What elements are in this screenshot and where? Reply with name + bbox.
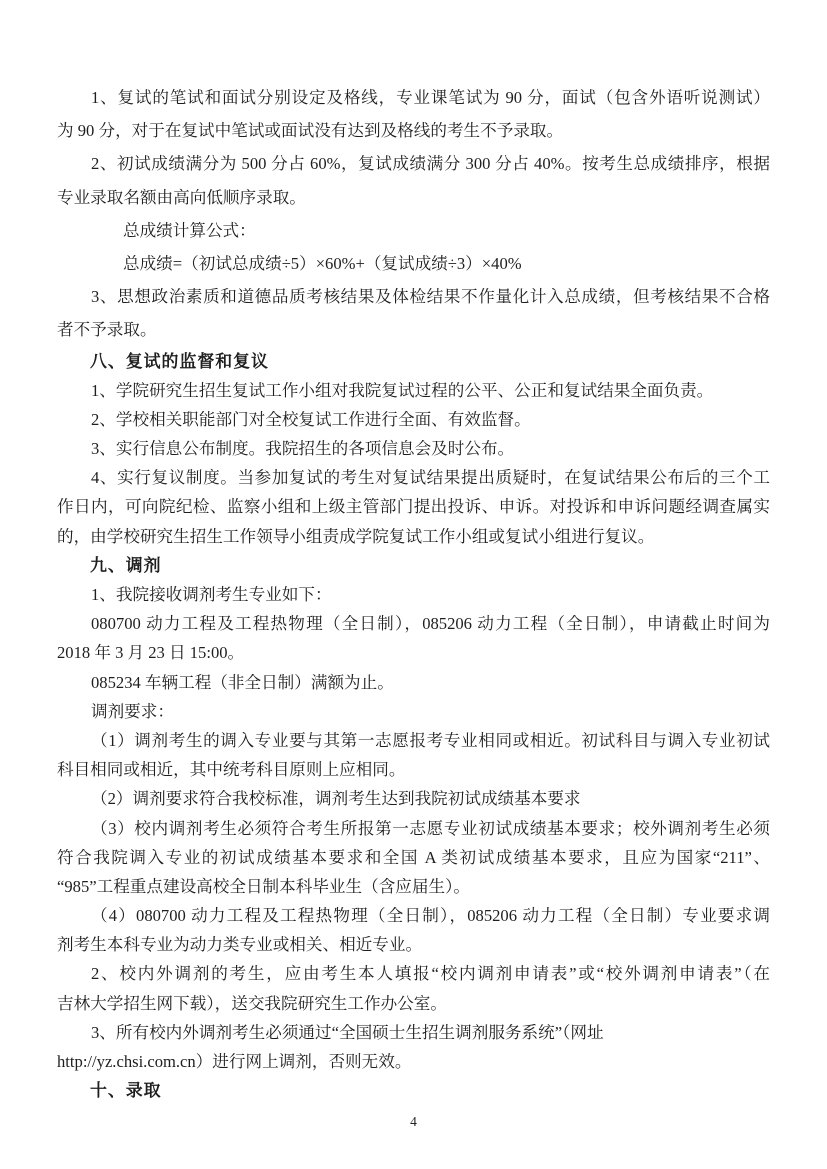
doc-line-05-formula-label: 总成绩计算公式： xyxy=(123,220,256,240)
doc-line-06-total-score-formula: 总成绩=（初试总成绩÷5）×60%+（复试成绩÷3）×40% xyxy=(123,253,522,273)
doc-line-13: 4、实行复议制度。当参加复试的考生对复试结果提出质疑时，在复试结果公布后的三个工 xyxy=(91,468,770,488)
doc-line-28: （4）080700 动力工程及工程热物理（全日制），085206 动力工程（全日制）专业要求调 xyxy=(91,906,770,926)
document-body-lower xyxy=(57,347,770,1106)
doc-line-11: 2、学校相关职能部门对全校复试工作进行全面、有效监督。 xyxy=(91,409,531,429)
doc-line-18: 080700 动力工程及工程热物理（全日制），085206 动力工程（全日制），申请截止时间为 xyxy=(91,614,770,634)
doc-line-32: 3、所有校内外调剂考生必须通过“全国硕士生招生调剂服务系统”（网址 xyxy=(91,1022,604,1042)
page-number: 4 xyxy=(410,1114,417,1129)
doc-line-25: （3）校内调剂考生必须符合考生所报第一志愿专业初试成绩基本要求；校外调剂考生必须 xyxy=(91,818,770,838)
doc-line-02: 为 90 分，对于在复试中笔试或面试没有达到及格线的考生不予录取。 xyxy=(57,121,564,141)
doc-line-30: 2、校内外调剂的考生，应由考生本人填报“校内调剂申请表”或“校外调剂申请表”（在 xyxy=(91,964,770,984)
doc-line-14: 作日内，可向院纪检、监察小组和上级主管部门提出投诉、申诉。对投诉和申诉问题经调查属实 xyxy=(57,497,770,517)
doc-line-17: 1、我院接收调剂考生专业如下： xyxy=(91,585,332,604)
doc-line-10: 1、学院研究生招生复试工作小组对我院复试过程的公平、公正和复试结果全面负责。 xyxy=(91,380,714,400)
doc-line-20: 085234 车辆工程（非全日制）满额为止。 xyxy=(91,672,394,692)
doc-line-01: 1、复试的笔试和面试分别设定及格线，专业课笔试为 90 分，面试（包含外语听说测试） xyxy=(91,88,770,107)
doc-line-22: （1）调剂考生的调入专业要与其第一志愿报考专业相同或相近。初试科目与调入专业初试 xyxy=(91,730,770,750)
document-body-upper xyxy=(57,81,770,347)
doc-line-31: 吉林大学招生网下载），送交我院研究生工作办公室。 xyxy=(57,993,447,1013)
doc-line-03: 2、初试成绩满分为 500 分占 60%，复试成绩满分 300 分占 40%。按考生总成绩排序，根据 xyxy=(91,154,770,174)
doc-line-33-url: http://yz.chsi.com.cn）进行网上调剂，否则无效。 xyxy=(57,1052,412,1071)
doc-line-15: 的，由学校研究生招生工作领导小组责成学院复试工作小组或复试小组进行复议。 xyxy=(57,526,655,546)
section-heading-8: 八、复试的监督和复议 xyxy=(90,351,269,371)
doc-line-12: 3、实行信息公布制度。我院招生的各项信息会及时公布。 xyxy=(91,439,515,459)
doc-line-29: 剂考生本科专业为动力类专业或相关、相近专业。 xyxy=(57,935,423,955)
doc-line-07: 3、思想政治素质和道德品质考核结果及体检结果不作量化计入总成绩，但考核结果不合格 xyxy=(91,287,770,307)
doc-line-23: 科目相同或相近，其中统考科目原则上应相同。 xyxy=(57,760,406,780)
doc-line-04: 专业录取名额由高向低顺序录取。 xyxy=(57,187,306,207)
doc-line-24: （2）调剂要求符合我校标准，调剂考生达到我院初试成绩基本要求 xyxy=(91,789,581,809)
doc-line-19: 2018 年 3 月 23 日 15:00。 xyxy=(57,643,245,663)
doc-line-21: 调剂要求： xyxy=(91,701,174,721)
doc-line-27: “985”工程重点建设高校全日制本科毕业生（含应届生）。 xyxy=(57,876,470,896)
section-heading-9: 九、调剂 xyxy=(90,555,162,575)
doc-line-26: 符合我院调入专业的初试成绩基本要求和全国 A 类初试成绩基本要求，且应为国家“211”、 xyxy=(57,847,770,867)
doc-line-08: 者不予录取。 xyxy=(57,320,157,340)
section-heading-10: 十、录取 xyxy=(90,1081,162,1101)
